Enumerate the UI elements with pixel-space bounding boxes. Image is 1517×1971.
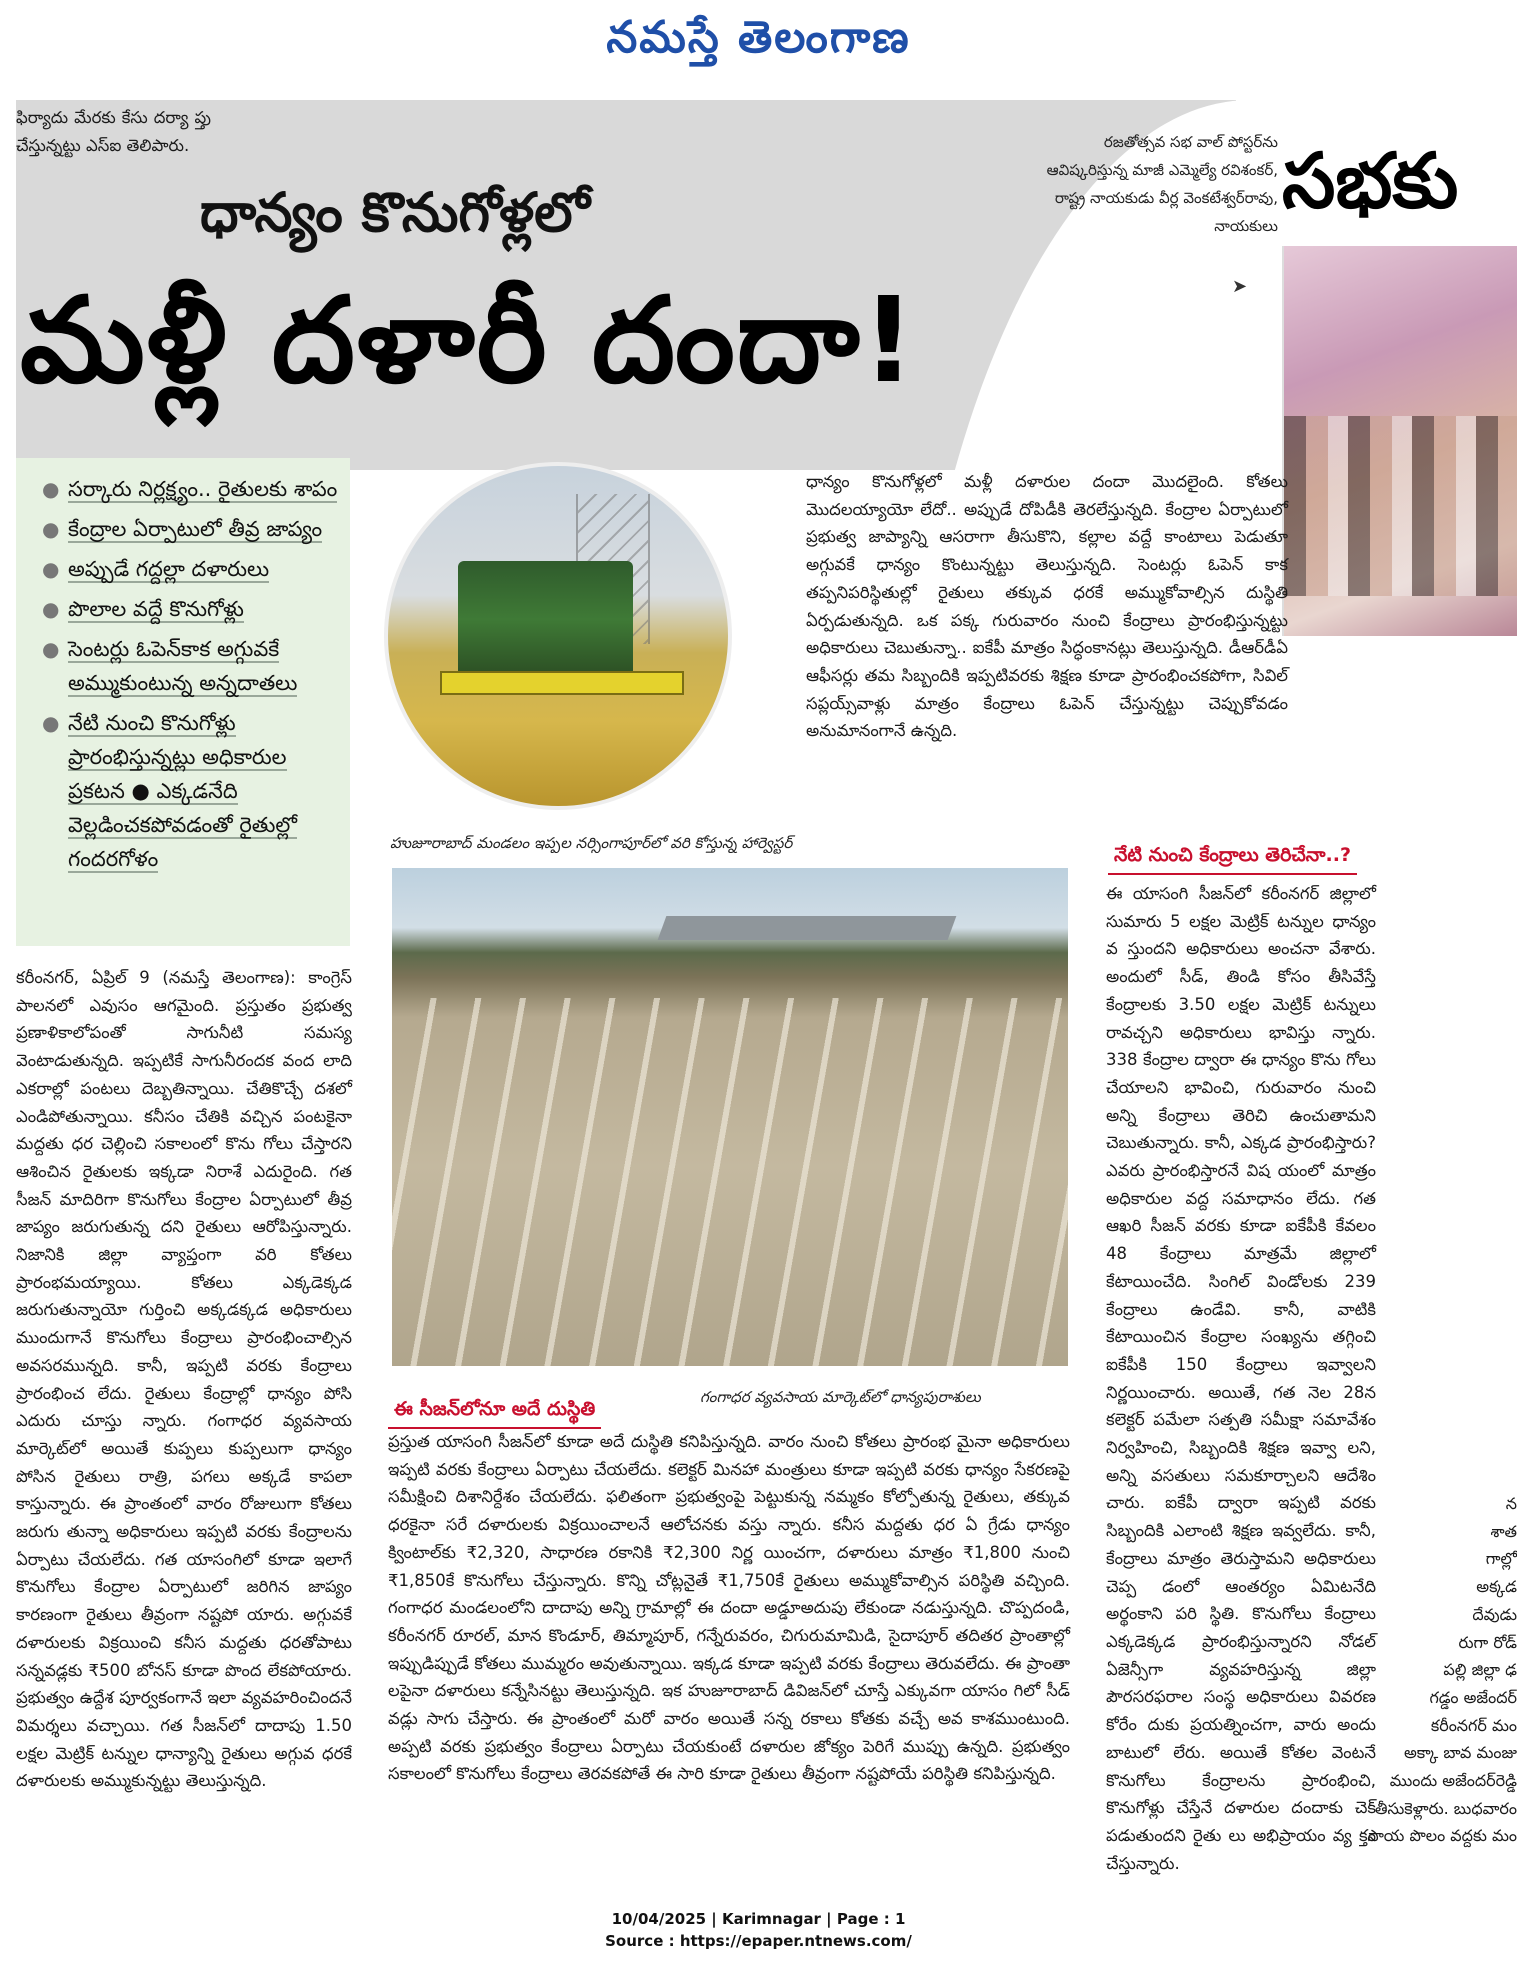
market-photo-caption: గంగాధర వ్యవసాయ మార్కెట్‌లో ధాన్యపురాశులు (700, 1388, 981, 1406)
harvester-photo-caption: హుజూరాబాద్ మండలం ఇప్పల నర్సింగాపూర్‌లో వరి కోస్తున్న హార్వెస్టర్ (390, 834, 793, 852)
highlights-box (16, 458, 350, 946)
body-column-left: కరీంనగర్, ఏప్రిల్ 9 (నమస్తే తెలంగాణ): కాంగ్రెస్ పాలనలో ఎవుసం ఆగమైంది. ప్రస్తుతం ప్రభుత్వ ప్రణాళికాలోపంతో సాగునీటి సమస్య వెంటాడుతున్నది. ఇప్పటికే సాగునీరందక వంద లాది ఎకరాల్లో పంటలు దెబ్బతిన్నాయి. చేతికొచ్చే దశలో ఎండిపోతున్నాయి. కనీసం చేతికి వచ్చిన పంటకైనా మద్దతు ధర చెల్లించి సకాలంలో కొను గోలు చేస్తారని ఆశించిన రైతులకు ఇక్కడా నిరాశే ఎదురైంది. గత సీజన్ మాదిరిగా కొనుగోలు కేంద్రాల ఏర్పాటులో తీవ్ర జాప్యం జరుగుతున్న దని రైతులు ఆరోపిస్తున్నారు. నిజానికి జిల్లా వ్యాప్తంగా వరి కోతలు ప్రారంభమయ్యాయి. కోతలు ఎక్కడెక్కడ జరుగుతున్నాయో గుర్తించి అక్కడక్కడ అధికారులు ముందుగానే కొనుగోలు కేంద్రాలు ప్రారంభించాల్సిన అవసరమున్నది. కానీ, ఇప్పటి వరకు కేంద్రాలు ప్రారంభించ లేదు. రైతులు కేంద్రాల్లో ధాన్యం పోసి ఎదురు చూస్తు న్నారు. గంగాధర వ్యవసాయ మార్కెట్‌లో అయితే కుప్పలు కుప్పలుగా ధాన్యం పోసిన రైతులు రాత్రి, పగలు అక్కడే కాపలా కాస్తున్నారు. ఈ ప్రాంతంలో వారం రోజులుగా కోతలు జరుగు తున్నా అధికారులు ఇప్పటి వరకు కేంద్రాలను ఏర్పాటు చేయలేదు. గత యాసంగిలో కూడా ఇలాగే కొనుగోలు కేంద్రాల ఏర్పాటులో జరిగిన జాప్యం కారణంగా రైతులు తీవ్రంగా నష్టపో యారు. అగ్గువకే దళారులకు విక్రయించి కనీస మద్దతు ధరతోపాటు సన్నవడ్లకు ₹500 బోనస్ కూడా పొంద లేకపోయారు. ప్రభుత్వం ఉద్దేశ పూర్వకంగానే ఇలా వ్యవహరించిందనే విమర్శలు వచ్చాయి. గత సీజన్‌లో దాదాపు 1.50 లక్షల మెట్రిక్ టన్నుల ధాన్యాన్ని రైతులు అగ్గువ ధరకే దళారులకు అమ్ముకున్నట్టు తెలుస్తున్నది. (16, 968, 352, 1791)
highlight-item: ● సర్కారు నిర్లక్ష్యం.. రైతులకు శాపం (34, 472, 340, 506)
lead-paragraph: ధాన్యం కొనుగోళ్లలో మళ్లీ దళారుల దందా మొదలైంది. కోతలు మొదలయ్యాయో లేదో.. అప్పుడే దోపిడీకి తెరలేస్తున్నది. కేంద్రాల ఏర్పాటులో ప్రభుత్వ జాప్యాన్ని ఆసరాగా తీసుకొని, కల్లాల వద్దే కాంటాలు పెడుతూ అగ్గువకే ధాన్యం కొంటున్నట్టు తెలుస్తున్నది. సెంటర్లు ఓపెన్ కాక తప్పనిపరిస్థితుల్లో రైతులు తక్కువ ధరకే అమ్ముకోవాల్సిన దుస్థితి ఏర్పడుతున్నది. ఒక పక్క గురువారం నుంచి కేంద్రాలు ప్రారంభిస్తున్నట్టు అధికారులు చెబుతున్నా.. ఐకేపీ మాత్రం సిద్ధంకానట్లు తెలుస్తున్నది. డీఆర్‌డీఏ ఆఫీసర్లు తమ సిబ్బందికి ఇప్పటివరకు శిక్షణ కూడా ప్రారంభించకపోగా, సివిల్ సప్లయ్స్‌వాళ్లు మాత్రం కేంద్రాలు ఓపెన్ చేస్తున్నట్టు చెప్పుకోవడం అనుమానంగానే ఉన్నది. (806, 472, 1288, 741)
bullet-dot-icon: ● (42, 711, 60, 735)
carryover-text: ఫిర్యాదు మేరకు కేసు దర్యా ప్తు చేస్తున్నట్టు ఎస్‌ఐ తెలిపారు. (16, 108, 211, 155)
bullet-dot-icon: ● (42, 477, 60, 501)
body-column-right: ఈ యాసంగి సీజన్‌లో కరీంనగర్ జిల్లాలో సుమారు 5 లక్షల మెట్రిక్ టన్నుల ధాన్యం వ స్తుందని అధికారులు అంచనా వేశారు. అందులో సీడ్, తిండి కోసం తీసివేస్తే కేంద్రాలకు 3.50 లక్షల మెట్రిక్ టన్నులు రావచ్చని అధికారులు భావిస్తు న్నారు. 338 కేంద్రాల ద్వారా ఈ ధాన్యం కొను గోలు చేయాలని భావించి, గురువారం నుంచి అన్ని కేంద్రాలు తెరిచి ఉంచుతామని చెబుతున్నారు. కానీ, ఎక్కడ ప్రారంభిస్తారు? ఎవరు ప్రారంభిస్తారనే విష యంలో మాత్రం అధికారుల వద్ద సమాధానం లేదు. గత ఆఖరి సీజన్ వరకు కూడా ఐకేపీకి కేవలం 48 కేంద్రాలు మాత్రమే జిల్లాలో కేటాయించేది. సింగిల్ విండోలకు 239 కేంద్రాలు ఉండేవి. కానీ, వాటికి కేటాయించిన కేంద్రాల సంఖ్యను తగ్గించి ఐకేపీకి 150 కేంద్రాలు ఇవ్వాలని నిర్ణయించారు. అయితే, గత నెల 28న కలెక్టర్ పమేలా సత్పతి సమీక్షా సమావేశం నిర్వహించి, సిబ్బందికి శిక్షణ ఇవ్వా లని, అన్ని వసతులు సమకూర్చాలని ఆదేశిం చారు. ఐకేపీ ద్వారా ఇప్పటి వరకు సిబ్బందికి ఎలాంటి శిక్షణ ఇవ్వలేదు. కానీ, కేంద్రాలు మాత్రం తెరుస్తామని అధికారులు చెప్ప డంలో ఆంతర్యం ఏమిటనేది అర్థంకాని పరి స్థితి. కొనుగోలు కేంద్రాలు ఎక్కడెక్కడ ప్రారంభిస్తున్నారని నోడల్ ఏజెన్సీగా వ్యవహరిస్తున్న జిల్లా పౌరసరఫరాల సంస్థ అధికారులు వివరణ కోరేం దుకు ప్రయత్నించగా, వారు అందు బాటులో లేరు. అయితే కోతల వెంటనే కొనుగోలు కేంద్రాలను ప్రారంభించి, కొనుగోళ్లు చేస్తేనే దళారుల దందాకు చెక్ పడుతుందని రైతు లు అభిప్రాయం వ్య క్తం చేస్తున్నారు. (1106, 884, 1376, 1873)
bullet-dot-icon: ● (42, 517, 60, 541)
side-story-title: సభకు (1282, 136, 1459, 225)
bullet-dot-icon: ● (42, 637, 60, 661)
headline: మళ్లీ దళారీ దందా! (20, 271, 918, 409)
harvester-photo (384, 462, 732, 810)
highlight-item: ● కేంద్రాల ఏర్పాటులో తీవ్ర జాప్యం (34, 512, 340, 546)
masthead-logo: నమస్తే తెలంగాణ (606, 12, 911, 63)
side-story-photo (1282, 246, 1517, 636)
section-heading-season: ఈ సీజన్‌లోనూ అదే దుస్థితి (388, 1396, 601, 1429)
page-footer (0, 1908, 1517, 1952)
arrow-icon: ➤ (1232, 276, 1248, 297)
headline-kicker: ధాన్యం కొనుగోళ్లలో (200, 180, 590, 244)
footer-dateline: 10/04/2025 | Karimnagar | Page : 1 (611, 1910, 906, 1928)
body-column-middle: ప్రస్తుత యాసంగి సీజన్‌లో కూడా అదే దుస్థితి కనిపిస్తున్నది. వారం నుంచి కోతలు ప్రారంభ మైనా అధికారులు ఇప్పటి వరకు కేంద్రాలు ఏర్పాటు చేయలేదు. కలెక్టర్ మినహా మంత్రులు కూడా ఇప్పటి వరకు ధాన్యం సేకరణపై సమీక్షించి దిశానిర్దేశం చేయలేదు. ఫలితంగా ప్రభుత్వంపై పెట్టుకున్న నమ్మకం కోల్పోతున్న రైతులు, తక్కువ ధరకైనా సరే దళారులకు విక్రయించాలనే ఆలోచనకు వస్తు న్నారు. కనీస మద్దతు ధర ఏ గ్రేడు ధాన్యం క్వింటాల్‌కు ₹2,320, సాధారణ రకానికి ₹2,300 నిర్ణ యించగా, దళారులు మాత్రం ₹1,800 నుంచి ₹1,850కే కొనుగోలు చేస్తున్నారు. కొన్ని చోట్లనైతే ₹1,750కే రైతులు అమ్ముకోవాల్సిన పరిస్థితి వచ్చింది. గంగాధర మండలంలోని దాదాపు అన్ని గ్రామాల్లో ఈ దందా అడ్డూఅదుపు లేకుండా నడుస్తున్నది. చొప్పదండి, కరీంనగర్ రూరల్, మాన కొండూర్, తిమ్మాపూర్, గన్నేరువరం, చిగురుమామిడి, సైదాపూర్ తదితర ప్రాంతాల్లో ఇప్పుడిప్పుడే కోతలు ముమ్మరం అవుతున్నాయి. ఇక్కడ కూడా ఇప్పటి వరకు కేంద్రాలు తెరువలేదు. ఈ ప్రాంతా లపైనా దళారులు కన్నేసినట్టు తెలుస్తున్నది. ఇక హుజూరాబాద్ డివిజన్‌లో చూస్తే ఎక్కువగా యాసం గిలో సీడ్ వడ్లు సాగు చేస్తారు. ఈ ప్రాంతంలో మరో వారం అయితే సన్న రకాలు కోతకు వచ్చే అవ కాశముంటుంది. అప్పటి వరకు ప్రభుత్వం కేంద్రాలు ఏర్పాటు చేయకుంటే దళారుల జోక్యం పెరిగే ముప్పు ఉన్నది. ప్రభుత్వం సకాలంలో కొనుగోలు కేంద్రాలు తెరవకపోతే ఈ సారి కూడా రైతులు తీవ్రంగా నష్టపోయే పరిస్థితి కనిపిస్తున్నది. (388, 1432, 1070, 1784)
highlight-item: ● సెంటర్లు ఓపెన్‌కాక అగ్గువకే అమ్ముకుంటున్న అన్నదాతలు (34, 632, 340, 700)
section-heading-centres: నేటి నుంచి కేంద్రాలు తెరిచేనా..? (1108, 842, 1357, 875)
highlight-item: ● నేటి నుంచి కొనుగోళ్లు ప్రారంభిస్తున్నట్లు అధికారుల ప్రకటన ● ఎక్కడనేది వెల్లడించకపోవడంతో రైతుల్లో గందరగోళం (34, 706, 340, 876)
bullet-dot-icon: ● (42, 597, 60, 621)
bullet-dot-icon: ● (42, 557, 60, 581)
highlight-item: ● అప్పుడే గద్దల్లా దళారులు (34, 552, 340, 586)
side-photo-caption: రజతోత్సవ సభ వాల్ పోస్టర్‌ను ఆవిష్కరిస్తున్న మాజీ ఎమ్మెల్యే రవిశంకర్, రాష్ట్ర నాయకుడు వీర్ల వెంకటేశ్వర్‌రావు, నాయకులు (1046, 133, 1278, 235)
highlight-item: ● పొలాల వద్దే కొనుగోళ్లు (34, 592, 340, 626)
grain-market-photo (392, 868, 1068, 1366)
adjacent-story-fragment: న శాత గాల్లో అక్కడ దేవుడు రుగా రోడ్ పల్లి జిల్లా ఢ గడ్డం అజేందర్ కరీంనగర్ మం అక్కా బావ మంజు ముందు అజేందర్‌రెడ్డి తీసుకెళ్లారు. బుధవారం సాయ పొలం వద్దకు మం (1367, 1494, 1517, 1846)
footer-source-link[interactable]: Source : https://epaper.ntnews.com/ (605, 1932, 912, 1950)
